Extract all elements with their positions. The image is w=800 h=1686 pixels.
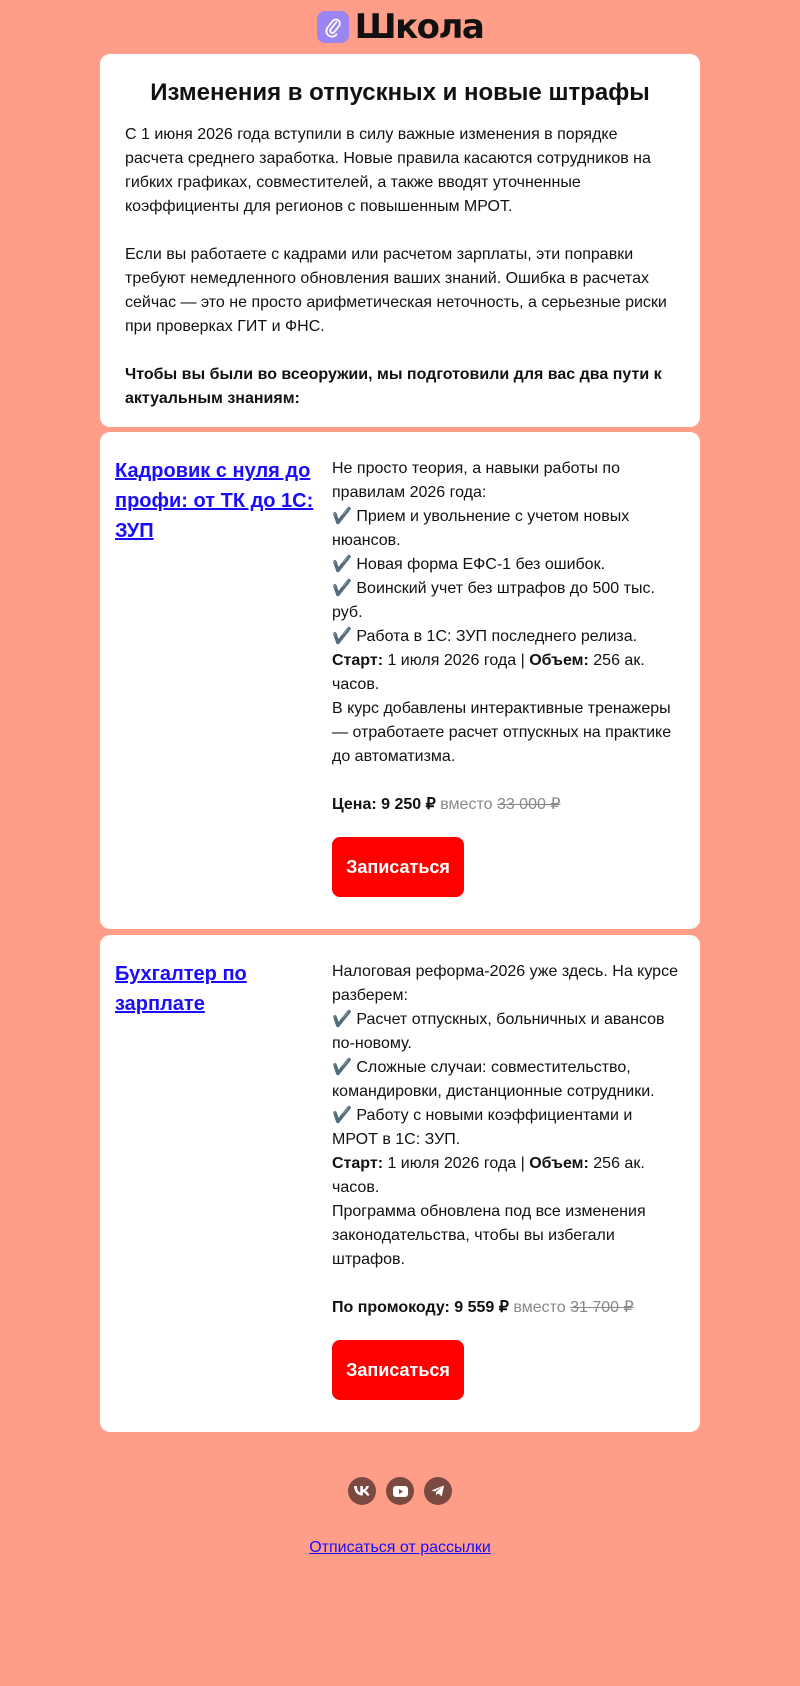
old-price: 31 700 ₽ (570, 1299, 634, 1316)
start-label: Старт: (332, 1155, 384, 1172)
current-price: По промокоду: 9 559 ₽ (332, 1299, 509, 1316)
old-price: 33 000 ₽ (496, 796, 561, 813)
course-card (100, 935, 700, 1432)
enroll-button[interactable]: Записаться (332, 1340, 464, 1400)
paperclip-logo-icon (317, 11, 349, 43)
course-feature: ✔️ Расчет отпускных, больничных и авансов по-новому. (332, 1011, 665, 1052)
course-feature: ✔️ Работу с новыми коэффициентами и МРОТ в 1С: ЗУП. (332, 1107, 633, 1148)
volume-label: Объем: (529, 652, 589, 669)
instead-label: вместо (435, 796, 497, 813)
course-intro: Налоговая реформа-2026 уже здесь. На курсе разберем: (332, 963, 678, 1004)
course-feature: ✔️ Сложные случаи: совместительство, командировки, дистанционные сотрудники. (332, 1059, 655, 1100)
page-title: Изменения в отпускных и новые штрафы (150, 79, 650, 106)
volume-value: 256 ак. часов. (332, 1155, 645, 1196)
unsubscribe-section (0, 1537, 800, 1559)
youtube-icon[interactable] (386, 1477, 414, 1505)
current-price: Цена: 9 250 ₽ (332, 796, 436, 813)
course-feature: ✔️ Новая форма ЕФС-1 без ошибок. (332, 556, 606, 573)
email-header (0, 0, 800, 54)
course-schedule (332, 649, 682, 697)
course-price (332, 793, 682, 817)
intro-paragraph: С 1 июня 2026 года вступили в силу важные изменения в порядке расчета среднего заработка. Новые правила касаются сотрудников на гибких графиках, совместителей, а также вводят уточненные коэффициенты для регионов с повышенным МРОТ. (125, 126, 651, 215)
volume-value: 256 ак. часов. (332, 652, 645, 693)
brand-name: Школа (354, 7, 484, 47)
start-value: 1 июля 2026 года | (383, 1155, 530, 1172)
course-schedule (332, 1152, 682, 1200)
start-value: 1 июля 2026 года | (383, 652, 530, 669)
course-note: Программа обновлена под все изменения законодательства, чтобы вы избегали штрафов. (332, 1203, 646, 1268)
course-price (332, 1296, 682, 1320)
vk-icon[interactable] (348, 1477, 376, 1505)
course-description (332, 960, 682, 1400)
volume-label: Объем: (529, 1155, 589, 1172)
start-label: Старт: (332, 652, 384, 669)
enroll-button[interactable]: Записаться (332, 837, 464, 897)
course-title-link[interactable]: Кадровик с нуля до профи: от ТК до 1С: ЗУП (115, 460, 314, 542)
instead-label: вместо (508, 1299, 571, 1316)
course-description (332, 457, 682, 897)
intro-card (100, 54, 700, 427)
course-title-link[interactable]: Бухгалтер по зарплате (115, 963, 247, 1015)
intro-paragraph: Если вы работаете с кадрами или расчетом зарплаты, эти поправки требуют немедленного обновления ваших знаний. Ошибка в расчетах сейчас — это не просто арифметическая неточность, а серьезные риски при проверках ГИТ и ФНС. (125, 246, 667, 335)
course-feature: ✔️ Работа в 1С: ЗУП последнего релиза. (332, 628, 638, 645)
intro-call-to-action: Чтобы вы были во всеоружии, мы подготовили для вас два пути к актуальным знаниям: (125, 366, 662, 407)
course-card (100, 432, 700, 929)
course-feature: ✔️ Воинский учет без штрафов до 500 тыс. руб. (332, 580, 655, 621)
course-intro: Не просто теория, а навыки работы по правилам 2026 года: (332, 460, 620, 501)
telegram-icon[interactable] (424, 1477, 452, 1505)
course-note: В курс добавлены интерактивные тренажеры — отработаете расчет отпускных на практике до автоматизма. (332, 700, 672, 765)
social-links (0, 1477, 800, 1505)
course-feature: ✔️ Прием и увольнение с учетом новых нюансов. (332, 508, 630, 549)
unsubscribe-link[interactable]: Отписаться от рассылки (309, 1539, 491, 1556)
